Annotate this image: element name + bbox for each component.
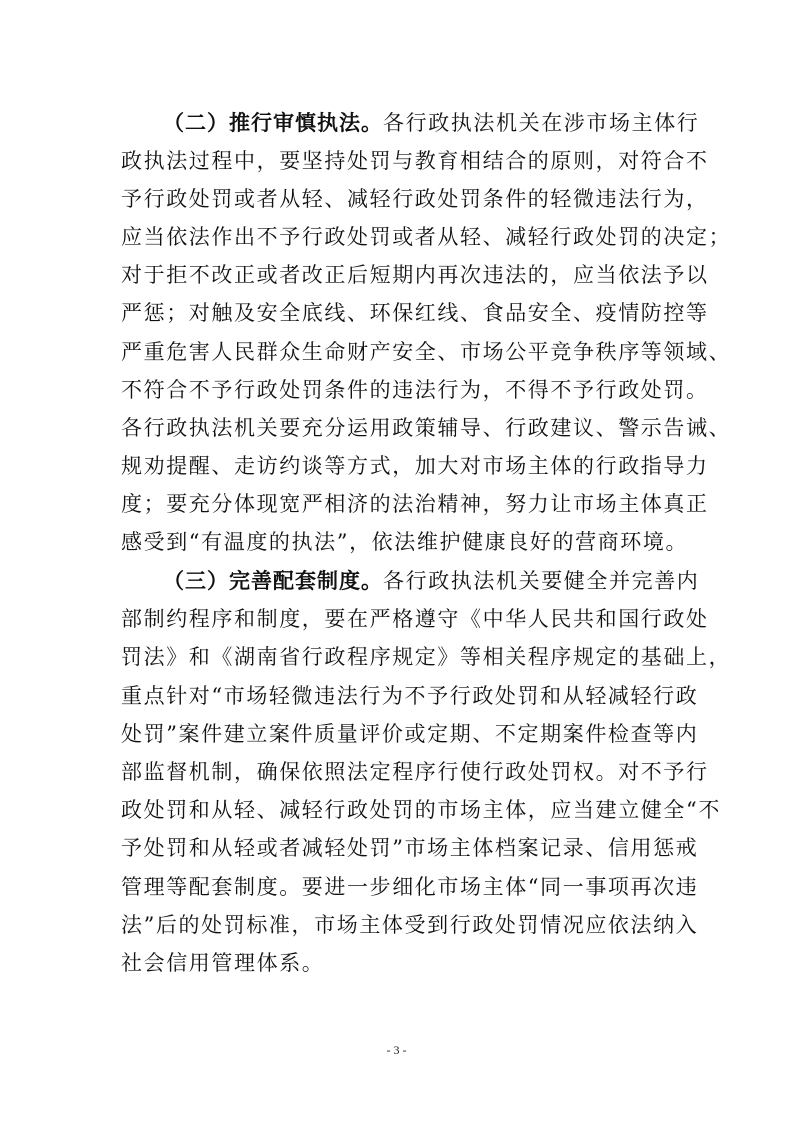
paragraph-line: 不符合不予行政处罚条件的违法行为，不得不予行政处罚。 bbox=[121, 378, 709, 402]
paragraph-line: 政处罚和从轻、减轻行政处罚的市场主体，应当建立健全“不 bbox=[121, 798, 721, 822]
paragraph-line: 社会信用管理体系。 bbox=[121, 951, 325, 975]
paragraph-line: 予处罚和从轻或者减轻处罚”市场主体档案记录、信用惩戒 bbox=[121, 836, 699, 860]
section-heading: （二）推行审慎执法。 bbox=[163, 110, 383, 135]
paragraph-line: 规劝提醒、走访约谈等方式，加大对市场主体的行政指导力 bbox=[121, 454, 709, 478]
paragraph-line: 严重危害人民群众生命财产安全、市场公平竞争秩序等领域、 bbox=[121, 340, 732, 364]
paragraph-line: 处罚”案件建立案件质量评价或定期、不定期案件检查等内 bbox=[121, 722, 699, 746]
section-heading: （三）完善配套制度。 bbox=[163, 568, 383, 593]
paragraph-line: 各行政执法机关要充分运用政策辅导、行政建议、警示告诫、 bbox=[121, 416, 732, 440]
paragraph-line: 予行政处罚或者从轻、减轻行政处罚条件的轻微违法行为， bbox=[121, 187, 709, 211]
paragraph-line: 政执法过程中，要坚持处罚与教育相结合的原则，对符合不 bbox=[121, 149, 709, 173]
paragraph-line: 度；要充分体现宽严相济的法治精神，努力让市场主体真正 bbox=[121, 492, 709, 516]
paragraph-line: 对于拒不改正或者改正后短期内再次违法的，应当依法予以 bbox=[121, 263, 709, 287]
paragraph-line: 部制约程序和制度，要在严格遵守《中华人民共和国行政处 bbox=[121, 607, 709, 631]
paragraph-line bbox=[163, 566, 700, 596]
page-number: - 3 - bbox=[386, 1043, 407, 1057]
paragraph-line: 严惩；对触及安全底线、环保红线、食品安全、疫情防控等 bbox=[121, 301, 709, 325]
paragraph-text: 各行政执法机关在涉市场主体行 bbox=[383, 111, 700, 135]
paragraph-line: 感受到“有温度的执法”，依法维护健康良好的营商环境。 bbox=[121, 530, 689, 554]
paragraph-line: 罚法》和《湖南省行政程序规定》等相关程序规定的基础上， bbox=[121, 645, 732, 669]
paragraph-text: 各行政执法机关要健全并完善内 bbox=[383, 569, 700, 593]
paragraph-line bbox=[163, 108, 700, 138]
paragraph-line: 重点针对“市场轻微违法行为不予行政处罚和从轻减轻行政 bbox=[121, 684, 699, 708]
paragraph-line: 管理等配套制度。要进一步细化市场主体“同一事项再次违 bbox=[121, 875, 699, 899]
paragraph-line: 部监督机制，确保依照法定程序行使行政处罚权。对不予行 bbox=[121, 760, 709, 784]
paragraph-line: 法”后的处罚标准，市场主体受到行政处罚情况应依法纳入 bbox=[121, 913, 699, 937]
paragraph-line: 应当依法作出不予行政处罚或者从轻、减轻行政处罚的决定； bbox=[121, 225, 732, 249]
